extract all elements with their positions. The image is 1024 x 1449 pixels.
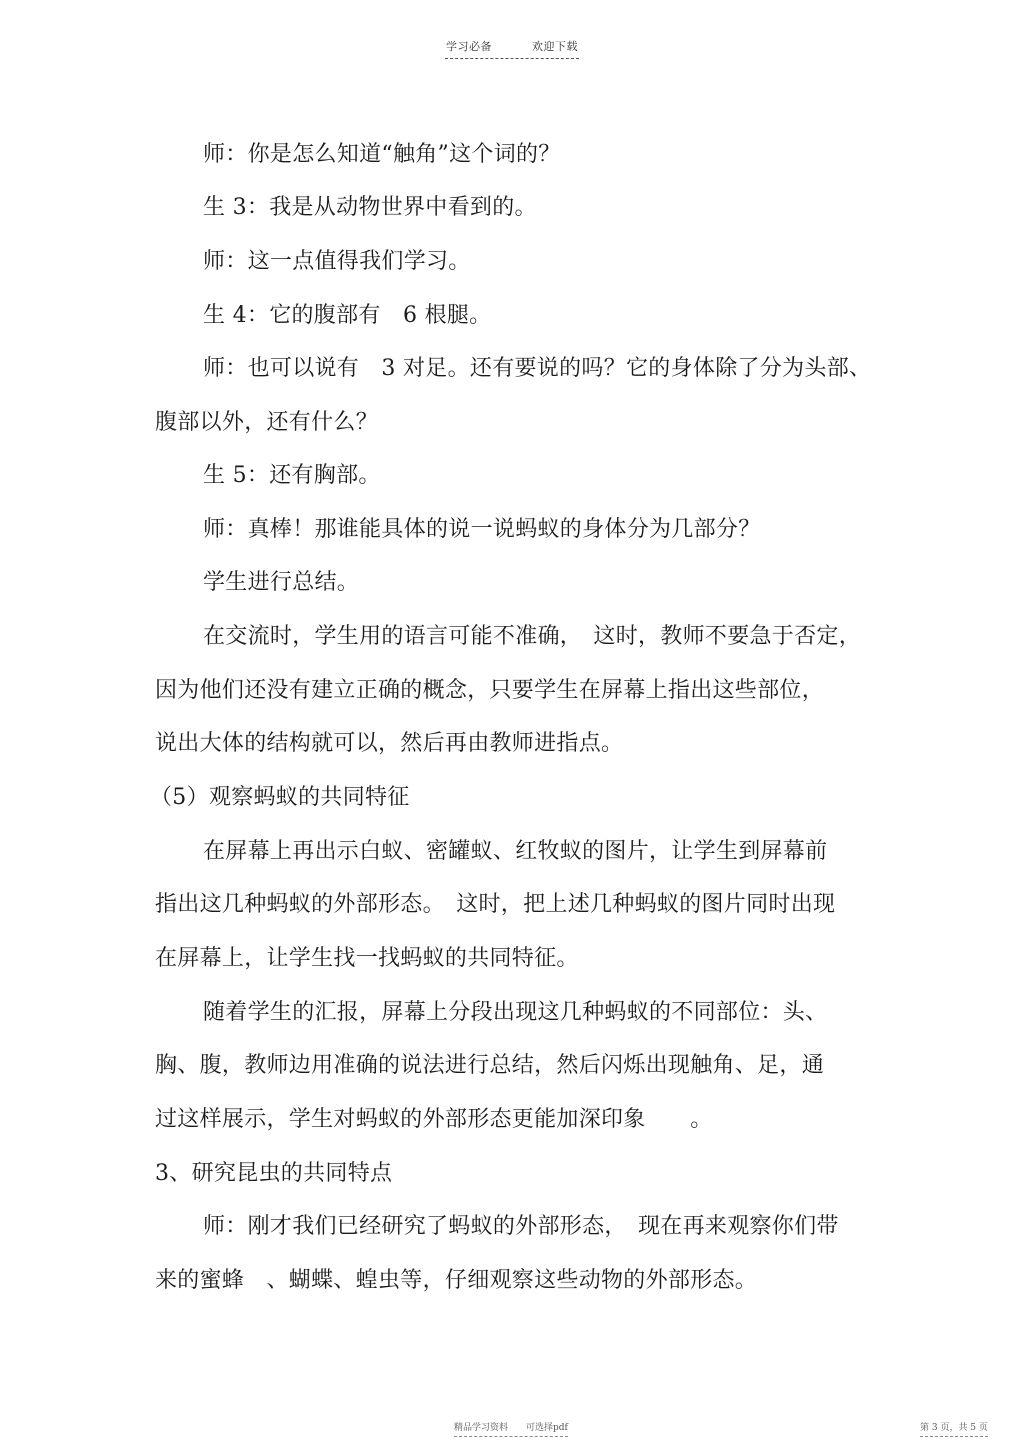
footer-center-text: 精品学习资料 可选择pdf [454,1423,568,1433]
footer-center-divider [454,1436,568,1437]
paragraph-line-continued: 说出大体的结构就可以，然后再由教师进指点。 [155,731,624,756]
header-right-text: 欢迎下载 [532,40,578,53]
paragraph-line-continued: 在屏幕上，让学生找一找蚂蚁的共同特征。 [155,946,579,971]
paragraph-line-continued: 胸、腹，教师边用准确的说法进行总结，然后闪烁出现触角、足，通 [155,1053,825,1078]
paragraph-line: 在交流时，学生用的语言可能不准确， 这时，教师不要急于否定， [203,624,862,649]
footer-right [920,1420,988,1437]
header-divider [445,58,579,59]
section-heading: （5）观察蚂蚁的共同特征 [150,785,410,810]
dialogue-line: 师：真棒！那谁能具体的说一说蚂蚁的身体分为几部分？ [203,517,761,542]
dialogue-line: 师：这一点值得我们学习。 [203,249,471,274]
paragraph-line: 学生进行总结。 [203,570,360,595]
dialogue-line: 师：刚才我们已经研究了蚂蚁的外部形态， 现在再来观察你们带 [203,1214,839,1239]
dialogue-line-continued: 腹部以外，还有什么？ [155,410,379,435]
dialogue-line-continued: 来的蜜蜂 、蝴蝶、蝗虫等，仔细观察这些动物的外部形态。 [155,1268,758,1293]
paragraph-line-continued: 因为他们还没有建立正确的概念，只要学生在屏幕上指出这些部位， [155,678,825,703]
page-number-text: 第 3 页，共 5 页 [920,1423,988,1433]
paragraph-line-continued: 过这样展示，学生对蚂蚁的外部形态更能加深印象 。 [155,1107,713,1132]
dialogue-line: 生 5：还有胸部。 [203,463,381,488]
header-left-text: 学习必备 [446,40,492,53]
paragraph-line: 在屏幕上再出示白蚁、密罐蚁、红牧蚁的图片，让学生到屏幕前 [203,839,828,864]
dialogue-line: 师：你是怎么知道“触角”这个词的？ [203,142,561,167]
paragraph-line: 随着学生的汇报，屏幕上分段出现这几种蚂蚁的不同部位：头、 [203,1000,828,1025]
page-header [0,38,1024,59]
dialogue-line: 师：也可以说有 3 对足。还有要说的吗？它的身体除了分为头部、 [203,356,872,381]
paragraph-line-continued: 指出这几种蚂蚁的外部形态。 这时，把上述几种蚂蚁的图片同时出现 [155,892,836,917]
dialogue-line: 生 3：我是从动物世界中看到的。 [203,195,537,220]
section-heading: 3、研究昆虫的共同特点 [155,1161,393,1186]
dialogue-line: 生 4：它的腹部有 6 根腿。 [203,303,492,328]
footer-right-divider [920,1436,988,1437]
footer-center [454,1420,568,1437]
